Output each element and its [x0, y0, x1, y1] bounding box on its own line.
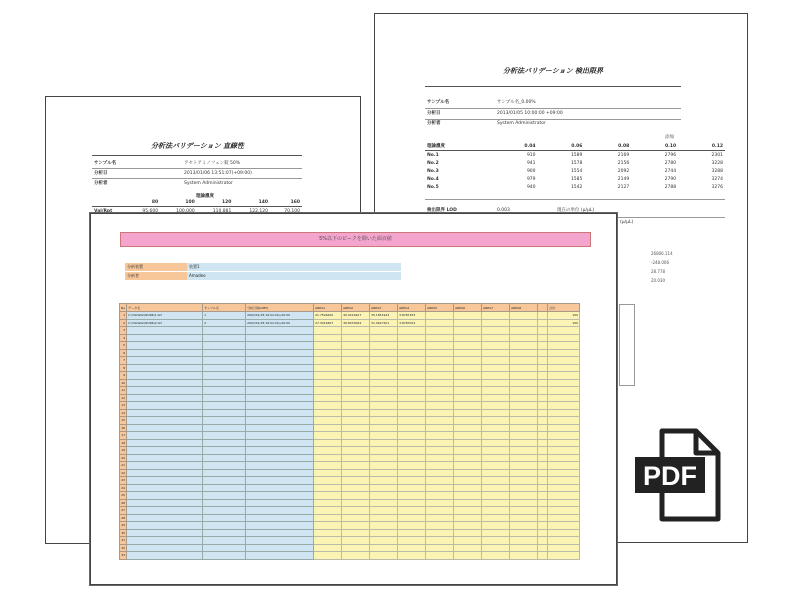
- grid-row: 14: [120, 409, 580, 417]
- detection-limit-document: 分析法バリデーション 検出限界 サンプル名 サンプル名_0.00% 分析日 2013/01/05 10:00:00 +09:00 分析者 System Administrator 添加 理論濃度 0.04 0.06 0.08 0.10 0.12 No.1 910 1589 2169 2796 2301 No.2 941 1578 2156 2780 3228 No.3 900 1554 2092 2744 3288 No.4 979 1585 2149 2790 3274 No.5 940 1542 2127 2788 3276 検出限界 LOD 0.003 現在の単位 (μ/μL) (μ/μL) 26806.114 -248.006 28.778 20.030: [374, 13, 748, 543]
- grid-row: 5: [120, 342, 580, 350]
- grid-row: 13: [120, 402, 580, 410]
- document-title: 分析法バリデーション 検出限界: [503, 67, 604, 75]
- grid-row: 12: [120, 394, 580, 402]
- grid-row: 1 C:\CSData\WORK\1.txt 1 2002/01/18 16:02:20+00:00 21.7594620 40.0216207 35.1851943 3.8787453 100: [120, 312, 580, 320]
- grid-row: 15: [120, 417, 580, 425]
- grid-row: 30: [120, 529, 580, 537]
- grid-column-header: AREA8: [510, 304, 538, 312]
- table-row: No.2 941 1578 2156 2780 3228: [427, 160, 723, 166]
- grid-row: 4: [120, 334, 580, 342]
- grid-row: 21: [120, 462, 580, 470]
- grid-column-header: AREA7: [482, 304, 510, 312]
- grid-header-row: [120, 304, 580, 312]
- grid-column-header: 分析日時(GMT): [246, 304, 314, 312]
- grid-column-header: [538, 304, 548, 312]
- grid-row: 6: [120, 349, 580, 357]
- data-grid: [119, 303, 580, 560]
- linearity-document: 分析法バリデーション 直線性 サンプル名 アセトアミノフェン錠 50% 分析日 2013/01/06 13:51:07(+09:00) 分析者 System Administrator 理論濃度 80 100 120 140 160 Val/Rpt 95.600 100.000 110.881 122.120 70.100: [45, 96, 361, 544]
- grid-row: 18: [120, 439, 580, 447]
- grid-row: 22: [120, 469, 580, 477]
- sheet-banner: 5%以下のピークを除いた面百値: [120, 232, 591, 247]
- grid-column-header: AREA6: [454, 304, 482, 312]
- grid-row: 19: [120, 447, 580, 455]
- grid-column-header: サンプル名: [203, 304, 246, 312]
- grid-row: 32: [120, 544, 580, 552]
- pdf-label: PDF: [643, 461, 697, 491]
- divider: [425, 86, 681, 87]
- grid-column-header: AREA3: [370, 304, 398, 312]
- grid-column-header: AREA5: [426, 304, 454, 312]
- grid-row: 16: [120, 424, 580, 432]
- table-row: No.3 900 1554 2092 2744 3288: [427, 168, 723, 174]
- side-value: 26806.114: [651, 251, 673, 256]
- document-title: 分析法バリデーション 直線性: [151, 142, 245, 150]
- grid-row: 26: [120, 499, 580, 507]
- column-note: 添加: [665, 135, 674, 140]
- grid-row: 28: [120, 514, 580, 522]
- grid-row: 27: [120, 507, 580, 515]
- table-header-row: 80 100 120 140 160: [92, 198, 302, 207]
- table-row: Val/Rpt 95.600 100.000 110.881 122.120 70.100: [94, 208, 300, 214]
- grid-row: 31: [120, 537, 580, 545]
- lod-row: 検出限界 LOD 0.003 現在の単位 (μ/μL): [427, 208, 595, 213]
- side-value: 20.030: [651, 278, 665, 283]
- grid-row: 23: [120, 477, 580, 485]
- concentration-table: [425, 142, 725, 191]
- chart-frame: [619, 304, 635, 386]
- grid-column-header: 合計: [548, 304, 580, 312]
- grid-row: 24: [120, 484, 580, 492]
- grid-column-header: データ名: [127, 304, 203, 312]
- grid-column-header: AREA2: [342, 304, 370, 312]
- grid-row: 29: [120, 522, 580, 530]
- grid-row: 10: [120, 379, 580, 387]
- side-value: -248.006: [651, 260, 669, 265]
- grid-row: 17: [120, 432, 580, 440]
- pdf-file-icon: [632, 427, 728, 523]
- grid-row: 2 C:\CSData\WORK\2.txt 2 2002/01/18 16:02:20+00:00 27.3016467 36.8233064 31.0627201 3.8783014 100: [120, 319, 580, 327]
- grid-column-header: AREA1: [314, 304, 342, 312]
- info-row: サンプル名 サンプル名_0.00%: [427, 100, 536, 105]
- table-row: No.1 910 1589 2169 2796 2301: [427, 152, 723, 158]
- info-row: 分析者 System Administrator: [427, 121, 546, 126]
- info-row: 分析者 System Administrator: [94, 181, 233, 186]
- grid-column-header: No: [121, 305, 126, 310]
- grid-column-header: AREA4: [398, 304, 426, 312]
- grid-row: 7: [120, 357, 580, 365]
- grid-row: 25: [120, 492, 580, 500]
- info-row: 分析日 2013/01/06 13:51:07(+09:00): [94, 171, 252, 176]
- grid-row: 11: [120, 387, 580, 395]
- grid-row: 9: [120, 372, 580, 380]
- table-row: No.4 979 1585 2149 2790 3274: [427, 176, 723, 182]
- info-row: サンプル名 アセトアミノフェン錠 50%: [94, 161, 241, 166]
- area-percent-spreadsheet: 5%以下のピークを除いた面百値 分析装置 装置1 分析者 Amadeo No データ名 サンプル名 分析日時(GMT) AREA1 AREA2 AREA3 AREA4 AREA5 AREA6 AREA7 AREA8 合計 1 C:\CSData\WORK\1.txt 1 2002/01/18 16:02:20+00:00 21.7594620 40.0216207 35.1851943 3.8787453 100 2 C:\CSData\WORK\2.txt 2 2002/01/18 16:02:20+00:00 27.3016467 36.8233064 31.0627201 3.8783014 100 3 4 5 6 7 8 9 10 11 12 13 14 15 16 17 18 19 20 21 22 23 24 25 26 27 28 29 30 31 32 33: [90, 213, 617, 585]
- table-header-row: 理論濃度 0.04 0.06 0.08 0.10 0.12: [427, 143, 723, 149]
- table-row: No.5 940 1542 2127 2788 3276: [427, 184, 723, 190]
- info-row: 分析日 2013/01/05 10:00:00 +09:00: [427, 111, 563, 116]
- grid-row: 20: [120, 454, 580, 462]
- grid-row: 33: [120, 552, 580, 560]
- grid-row: 3: [120, 327, 580, 335]
- side-value: 28.778: [651, 269, 665, 274]
- grid-row: 8: [120, 364, 580, 372]
